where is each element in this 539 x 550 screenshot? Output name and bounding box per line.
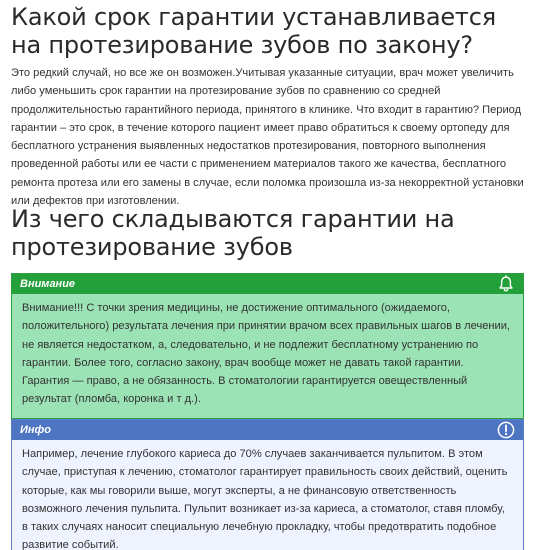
bell-icon	[497, 275, 515, 293]
exclamation-circle-icon	[497, 421, 515, 439]
info-box-header	[12, 420, 523, 440]
attention-box	[11, 273, 524, 419]
info-box	[11, 419, 524, 550]
article-heading: Какой срок гарантии устанавливается на протезирование зубов по закону?	[11, 3, 496, 59]
section-heading: Из чего складываются гарантии на протезирование зубов	[11, 205, 455, 261]
attention-box-header	[12, 274, 523, 294]
info-box-text: Например, лечение глубокого кариеса до 70% случаев заканчивается пульпитом. В этом случае, приступая к лечению, стоматолог гарантирует правильность своих действий, оценить которые, как мы говорили выше, могут эксперты, а не финансовую ответственность возможного лечения пульпита. Пульпит возникает из-за кариеса, а стоматолог, ставя пломбу, в таких случаях наносит специальную лечебную прокладку, чтобы предотвратить подобное развитие событий.	[22, 448, 508, 550]
attention-box-text: Внимание!!! С точки зрения медицины, не достижение оптимального (ожидаемого, положительного) результата лечения при принятии врачом всех правильных шагов в лечении, не является недостатком, а, следовательно, и не подлежит бесплатному устранению по гарантии. Более того, согласно закону, врач вообще может не давать такой гарантии. Гарантия — право, а не обязанность. В стоматологии гарантируется овеществленный результат (пломба, коронка и т д.).	[22, 302, 511, 406]
article-paragraph: Это редкий случай, но все же он возможен.Учитывая указанные ситуации, врач может увеличить либо уменьшить срок гарантии на протезирование зубов по сравнению со средней продолжительностью гарантийного периода, принятого в клинике. Что входит в гарантию? Период гарантии – это срок, в течение которого пациент имеет право обратиться к своему ортопеду для бесплатного устранения выявленных недостатков протезирования, повторного выполнения проведенной работы или ее части с применением материалов такого же качества, бесплатного ремонта протеза или его замены в случае, если поломка произошла из-за некорректной установки или дефектов при изготовлении.	[11, 67, 524, 208]
attention-box-title: Внимание	[20, 278, 76, 290]
info-box-title: Инфо	[20, 424, 52, 436]
